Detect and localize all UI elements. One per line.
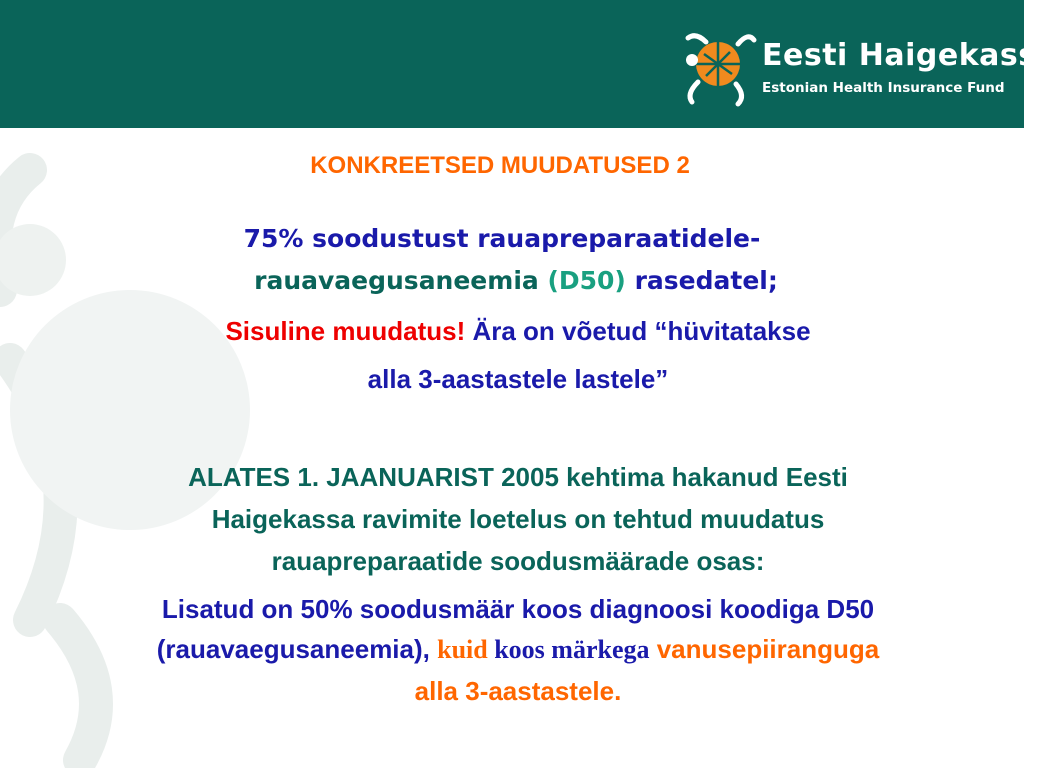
header-bar [0, 0, 1057, 128]
logo [676, 22, 1057, 112]
para-2-age-limit: vanusepiiranguga [649, 634, 880, 664]
line-2-text-c: rasedatel; [625, 266, 778, 295]
line-2-text-a: rauavaegusaneemia [254, 266, 548, 295]
para-1-line-3: rauapreparaatide soodusmäärade osas: [271, 546, 765, 576]
para-2-text-a: (rauavaegusaneemia), [156, 634, 438, 664]
para-2-line-3: alla 3-aastastele. [414, 676, 622, 706]
line-3-emphasis: Sisuline muudatus! [225, 316, 466, 346]
line-4: alla 3-aastastele lastele” [367, 364, 669, 394]
para-2-line-1: Lisatud on 50% soodusmäär koos diagnoosi koodiga D50 [161, 594, 875, 624]
para-2-kuid: kuid [437, 635, 488, 664]
para-1-line-2: Haigekassa ravimite loetelus on tehtud muudatus [211, 504, 825, 534]
line-3 [6, 316, 1030, 347]
para-2-marking: koos märkega [487, 635, 650, 664]
para-2-line-2 [6, 634, 1030, 665]
line-1-text: 75% soodustust rauapreparaatidele- [243, 224, 761, 253]
line-2-code: (D50) [547, 266, 626, 295]
line-3-text: Ära on võetud “hüvitatakse [465, 316, 811, 346]
logo-title: Eesti Haigekassa [762, 38, 1057, 73]
slide-title: KONKREETSED MUUDATUSED 2 [310, 152, 690, 179]
line-1 [0, 224, 1014, 253]
logo-subtitle: Estonian Health Insurance Fund [762, 80, 1005, 96]
para-1-line-1: ALATES 1. JAANUARIST 2005 kehtima hakanud Eesti [188, 462, 848, 492]
line-2 [4, 266, 1028, 295]
turtle-logo-icon [676, 24, 760, 108]
